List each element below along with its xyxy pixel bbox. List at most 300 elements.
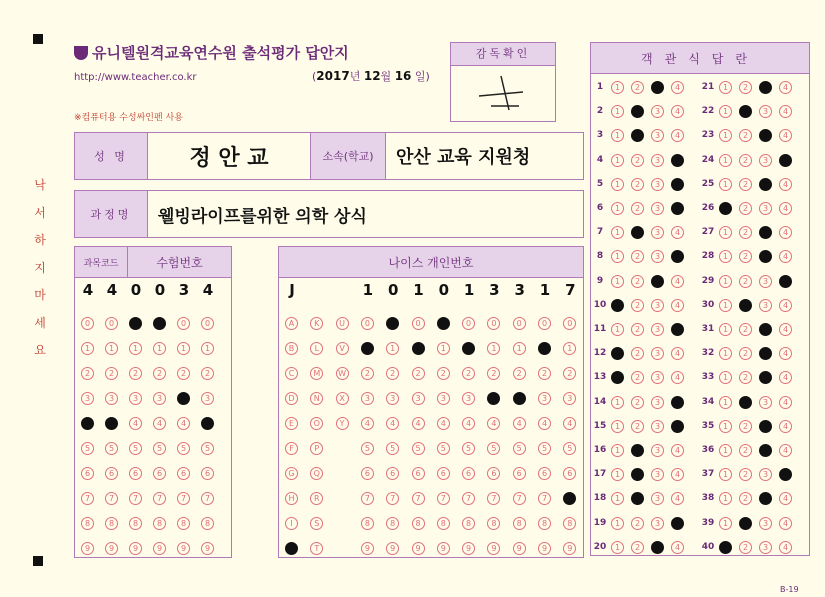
answer-bubble[interactable]: 2: [739, 396, 752, 409]
neis-digit-bubble[interactable]: 6: [563, 467, 576, 480]
answer-bubble[interactable]: 1: [719, 250, 732, 263]
exam-bubble[interactable]: 8: [129, 517, 142, 530]
neis-letter-bubble[interactable]: N: [310, 392, 323, 405]
answer-bubble[interactable]: 1: [611, 396, 624, 409]
neis-digit-bubble[interactable]: 1: [412, 342, 425, 355]
answer-bubble[interactable]: 3: [759, 275, 772, 288]
answer-bubble[interactable]: 1: [719, 468, 732, 481]
answer-bubble[interactable]: 4: [671, 517, 684, 530]
exam-bubble[interactable]: 8: [153, 517, 166, 530]
answer-bubble[interactable]: 3: [759, 541, 772, 554]
neis-digit-bubble[interactable]: 7: [513, 492, 526, 505]
neis-digit-bubble[interactable]: 7: [462, 492, 475, 505]
answer-bubble[interactable]: 3: [651, 81, 664, 94]
neis-digit-bubble[interactable]: 8: [412, 517, 425, 530]
answer-bubble[interactable]: 3: [651, 275, 664, 288]
neis-letter-bubble[interactable]: B: [285, 342, 298, 355]
answer-bubble[interactable]: 1: [719, 541, 732, 554]
exam-bubble[interactable]: 1: [201, 342, 214, 355]
answer-bubble[interactable]: 4: [779, 178, 792, 191]
neis-digit-bubble[interactable]: 6: [386, 467, 399, 480]
neis-digit-bubble[interactable]: 2: [361, 367, 374, 380]
answer-bubble[interactable]: 3: [759, 517, 772, 530]
exam-bubble[interactable]: 6: [129, 467, 142, 480]
neis-digit-bubble[interactable]: 6: [462, 467, 475, 480]
exam-bubble[interactable]: 8: [105, 517, 118, 530]
answer-bubble[interactable]: 3: [651, 299, 664, 312]
answer-bubble[interactable]: 3: [651, 517, 664, 530]
answer-bubble[interactable]: 2: [631, 444, 644, 457]
answer-bubble[interactable]: 3: [651, 420, 664, 433]
answer-bubble[interactable]: 4: [671, 541, 684, 554]
exam-bubble[interactable]: 0: [105, 317, 118, 330]
answer-bubble[interactable]: 3: [651, 323, 664, 336]
answer-bubble[interactable]: 1: [611, 347, 624, 360]
answer-bubble[interactable]: 4: [671, 444, 684, 457]
neis-digit-bubble[interactable]: 1: [513, 342, 526, 355]
answer-bubble[interactable]: 2: [631, 541, 644, 554]
neis-digit-bubble[interactable]: 0: [563, 317, 576, 330]
answer-bubble[interactable]: 3: [759, 444, 772, 457]
answer-bubble[interactable]: 2: [631, 202, 644, 215]
neis-digit-bubble[interactable]: 9: [462, 542, 475, 555]
answer-bubble[interactable]: 1: [719, 396, 732, 409]
neis-digit-bubble[interactable]: 8: [563, 517, 576, 530]
answer-bubble[interactable]: 2: [739, 129, 752, 142]
neis-digit-bubble[interactable]: 4: [487, 417, 500, 430]
exam-bubble[interactable]: 9: [105, 542, 118, 555]
neis-digit-bubble[interactable]: 4: [513, 417, 526, 430]
answer-bubble[interactable]: 4: [779, 129, 792, 142]
neis-digit-bubble[interactable]: 5: [563, 442, 576, 455]
answer-bubble[interactable]: 4: [779, 517, 792, 530]
answer-bubble[interactable]: 1: [719, 420, 732, 433]
answer-bubble[interactable]: 2: [631, 299, 644, 312]
answer-bubble[interactable]: 4: [671, 250, 684, 263]
exam-bubble[interactable]: 7: [105, 492, 118, 505]
exam-bubble[interactable]: 8: [177, 517, 190, 530]
answer-bubble[interactable]: 1: [611, 226, 624, 239]
answer-bubble[interactable]: 2: [631, 154, 644, 167]
answer-bubble[interactable]: 1: [611, 81, 624, 94]
neis-digit-bubble[interactable]: 2: [386, 367, 399, 380]
exam-bubble[interactable]: 2: [81, 367, 94, 380]
neis-digit-bubble[interactable]: 5: [487, 442, 500, 455]
answer-bubble[interactable]: 2: [739, 492, 752, 505]
answer-bubble[interactable]: 1: [611, 323, 624, 336]
answer-bubble[interactable]: 2: [739, 444, 752, 457]
neis-letter-bubble[interactable]: C: [285, 367, 298, 380]
answer-bubble[interactable]: 4: [779, 299, 792, 312]
neis-digit-bubble[interactable]: 6: [487, 467, 500, 480]
answer-bubble[interactable]: 3: [759, 81, 772, 94]
answer-bubble[interactable]: 4: [671, 347, 684, 360]
neis-digit-bubble[interactable]: 0: [513, 317, 526, 330]
neis-letter-bubble[interactable]: F: [285, 442, 298, 455]
exam-bubble[interactable]: 6: [105, 467, 118, 480]
answer-bubble[interactable]: 2: [739, 226, 752, 239]
neis-digit-bubble[interactable]: 1: [361, 342, 374, 355]
neis-digit-bubble[interactable]: 0: [462, 317, 475, 330]
answer-bubble[interactable]: 3: [759, 250, 772, 263]
exam-bubble[interactable]: 3: [153, 392, 166, 405]
answer-bubble[interactable]: 1: [611, 371, 624, 384]
exam-bubble[interactable]: 7: [153, 492, 166, 505]
neis-digit-bubble[interactable]: 0: [386, 317, 399, 330]
answer-bubble[interactable]: 3: [759, 371, 772, 384]
exam-bubble[interactable]: 4: [201, 417, 214, 430]
answer-bubble[interactable]: 2: [739, 468, 752, 481]
answer-bubble[interactable]: 3: [651, 154, 664, 167]
neis-digit-bubble[interactable]: 7: [538, 492, 551, 505]
neis-letter-bubble[interactable]: R: [310, 492, 323, 505]
neis-digit-bubble[interactable]: 3: [412, 392, 425, 405]
neis-digit-bubble[interactable]: 8: [487, 517, 500, 530]
answer-bubble[interactable]: 3: [651, 250, 664, 263]
neis-digit-bubble[interactable]: 9: [386, 542, 399, 555]
exam-bubble[interactable]: 9: [201, 542, 214, 555]
exam-bubble[interactable]: 2: [201, 367, 214, 380]
answer-bubble[interactable]: 2: [631, 371, 644, 384]
neis-digit-bubble[interactable]: 0: [361, 317, 374, 330]
neis-digit-bubble[interactable]: 2: [563, 367, 576, 380]
neis-digit-bubble[interactable]: 8: [538, 517, 551, 530]
neis-digit-bubble[interactable]: 1: [386, 342, 399, 355]
answer-bubble[interactable]: 4: [671, 396, 684, 409]
answer-bubble[interactable]: 4: [671, 129, 684, 142]
answer-bubble[interactable]: 1: [611, 420, 624, 433]
neis-digit-bubble[interactable]: 3: [462, 392, 475, 405]
neis-digit-bubble[interactable]: 6: [412, 467, 425, 480]
answer-bubble[interactable]: 3: [759, 347, 772, 360]
answer-bubble[interactable]: 3: [651, 492, 664, 505]
neis-digit-bubble[interactable]: 1: [538, 342, 551, 355]
answer-bubble[interactable]: 2: [739, 371, 752, 384]
answer-bubble[interactable]: 3: [651, 226, 664, 239]
answer-bubble[interactable]: 4: [779, 396, 792, 409]
neis-letter-bubble[interactable]: T: [310, 542, 323, 555]
neis-letter-bubble[interactable]: V: [336, 342, 349, 355]
answer-bubble[interactable]: 1: [719, 371, 732, 384]
neis-letter-bubble[interactable]: S: [310, 517, 323, 530]
exam-bubble[interactable]: 5: [201, 442, 214, 455]
answer-bubble[interactable]: 2: [739, 275, 752, 288]
answer-bubble[interactable]: 3: [759, 105, 772, 118]
exam-bubble[interactable]: 3: [177, 392, 190, 405]
answer-bubble[interactable]: 4: [671, 371, 684, 384]
neis-digit-bubble[interactable]: 8: [462, 517, 475, 530]
answer-bubble[interactable]: 4: [779, 323, 792, 336]
answer-bubble[interactable]: 4: [779, 468, 792, 481]
neis-letter-bubble[interactable]: G: [285, 467, 298, 480]
answer-bubble[interactable]: 4: [671, 105, 684, 118]
exam-bubble[interactable]: 3: [81, 392, 94, 405]
exam-bubble[interactable]: 0: [153, 317, 166, 330]
neis-letter-bubble[interactable]: Y: [336, 417, 349, 430]
answer-bubble[interactable]: 1: [611, 154, 624, 167]
exam-bubble[interactable]: 1: [129, 342, 142, 355]
neis-digit-bubble[interactable]: 7: [361, 492, 374, 505]
neis-digit-bubble[interactable]: 2: [538, 367, 551, 380]
answer-bubble[interactable]: 1: [719, 105, 732, 118]
answer-bubble[interactable]: 1: [719, 202, 732, 215]
exam-bubble[interactable]: 7: [129, 492, 142, 505]
exam-bubble[interactable]: 1: [153, 342, 166, 355]
answer-bubble[interactable]: 4: [779, 347, 792, 360]
answer-bubble[interactable]: 1: [719, 492, 732, 505]
neis-digit-bubble[interactable]: 0: [538, 317, 551, 330]
exam-bubble[interactable]: 2: [177, 367, 190, 380]
answer-bubble[interactable]: 4: [671, 420, 684, 433]
answer-bubble[interactable]: 2: [631, 105, 644, 118]
answer-bubble[interactable]: 1: [719, 444, 732, 457]
neis-digit-bubble[interactable]: 2: [513, 367, 526, 380]
neis-digit-bubble[interactable]: 3: [437, 392, 450, 405]
answer-bubble[interactable]: 1: [611, 105, 624, 118]
neis-letter-bubble[interactable]: E: [285, 417, 298, 430]
exam-bubble[interactable]: 4: [81, 417, 94, 430]
answer-bubble[interactable]: 2: [739, 81, 752, 94]
answer-bubble[interactable]: 2: [739, 420, 752, 433]
answer-bubble[interactable]: 4: [779, 420, 792, 433]
answer-bubble[interactable]: 1: [611, 517, 624, 530]
neis-letter-bubble[interactable]: X: [336, 392, 349, 405]
neis-digit-bubble[interactable]: 3: [361, 392, 374, 405]
neis-digit-bubble[interactable]: 3: [386, 392, 399, 405]
exam-bubble[interactable]: 5: [129, 442, 142, 455]
answer-bubble[interactable]: 4: [779, 105, 792, 118]
answer-bubble[interactable]: 4: [671, 275, 684, 288]
exam-bubble[interactable]: 4: [129, 417, 142, 430]
neis-digit-bubble[interactable]: 8: [361, 517, 374, 530]
neis-digit-bubble[interactable]: 7: [437, 492, 450, 505]
answer-bubble[interactable]: 3: [759, 299, 772, 312]
answer-bubble[interactable]: 1: [719, 154, 732, 167]
neis-digit-bubble[interactable]: 9: [563, 542, 576, 555]
answer-bubble[interactable]: 3: [759, 178, 772, 191]
neis-digit-bubble[interactable]: 9: [513, 542, 526, 555]
answer-bubble[interactable]: 3: [651, 347, 664, 360]
answer-bubble[interactable]: 1: [611, 468, 624, 481]
answer-bubble[interactable]: 3: [651, 541, 664, 554]
neis-letter-bubble[interactable]: L: [310, 342, 323, 355]
answer-bubble[interactable]: 4: [779, 202, 792, 215]
answer-bubble[interactable]: 2: [631, 347, 644, 360]
answer-bubble[interactable]: 3: [651, 202, 664, 215]
answer-bubble[interactable]: 4: [671, 226, 684, 239]
exam-bubble[interactable]: 6: [201, 467, 214, 480]
neis-digit-bubble[interactable]: 7: [412, 492, 425, 505]
neis-digit-bubble[interactable]: 5: [386, 442, 399, 455]
answer-bubble[interactable]: 2: [631, 275, 644, 288]
answer-bubble[interactable]: 3: [651, 178, 664, 191]
exam-bubble[interactable]: 1: [177, 342, 190, 355]
answer-bubble[interactable]: 3: [651, 371, 664, 384]
neis-digit-bubble[interactable]: 2: [487, 367, 500, 380]
neis-digit-bubble[interactable]: 4: [538, 417, 551, 430]
neis-digit-bubble[interactable]: 4: [563, 417, 576, 430]
answer-bubble[interactable]: 2: [739, 541, 752, 554]
exam-bubble[interactable]: 0: [201, 317, 214, 330]
neis-digit-bubble[interactable]: 3: [487, 392, 500, 405]
neis-digit-bubble[interactable]: 4: [361, 417, 374, 430]
neis-digit-bubble[interactable]: 9: [361, 542, 374, 555]
neis-digit-bubble[interactable]: 0: [487, 317, 500, 330]
exam-bubble[interactable]: 0: [177, 317, 190, 330]
exam-bubble[interactable]: 2: [153, 367, 166, 380]
answer-bubble[interactable]: 4: [779, 250, 792, 263]
exam-bubble[interactable]: 8: [81, 517, 94, 530]
answer-bubble[interactable]: 1: [611, 275, 624, 288]
answer-bubble[interactable]: 4: [779, 275, 792, 288]
neis-digit-bubble[interactable]: 5: [462, 442, 475, 455]
neis-digit-bubble[interactable]: 5: [437, 442, 450, 455]
answer-bubble[interactable]: 1: [719, 129, 732, 142]
neis-digit-bubble[interactable]: 1: [437, 342, 450, 355]
answer-bubble[interactable]: 4: [779, 154, 792, 167]
answer-bubble[interactable]: 4: [671, 323, 684, 336]
answer-bubble[interactable]: 4: [671, 81, 684, 94]
answer-bubble[interactable]: 3: [651, 105, 664, 118]
neis-digit-bubble[interactable]: 2: [412, 367, 425, 380]
exam-bubble[interactable]: 6: [153, 467, 166, 480]
answer-bubble[interactable]: 3: [759, 154, 772, 167]
answer-bubble[interactable]: 1: [611, 444, 624, 457]
answer-bubble[interactable]: 2: [739, 178, 752, 191]
answer-bubble[interactable]: 4: [671, 468, 684, 481]
neis-digit-bubble[interactable]: 7: [563, 492, 576, 505]
neis-digit-bubble[interactable]: 8: [513, 517, 526, 530]
answer-bubble[interactable]: 3: [759, 468, 772, 481]
answer-bubble[interactable]: 2: [739, 347, 752, 360]
answer-bubble[interactable]: 3: [759, 420, 772, 433]
answer-bubble[interactable]: 2: [631, 323, 644, 336]
neis-digit-bubble[interactable]: 7: [386, 492, 399, 505]
answer-bubble[interactable]: 4: [779, 492, 792, 505]
answer-bubble[interactable]: 2: [739, 323, 752, 336]
neis-digit-bubble[interactable]: 4: [386, 417, 399, 430]
neis-letter-bubble[interactable]: P: [310, 442, 323, 455]
exam-bubble[interactable]: 4: [177, 417, 190, 430]
neis-digit-bubble[interactable]: 2: [437, 367, 450, 380]
answer-bubble[interactable]: 3: [651, 444, 664, 457]
neis-letter-bubble[interactable]: J: [285, 542, 298, 555]
neis-letter-bubble[interactable]: U: [336, 317, 349, 330]
neis-digit-bubble[interactable]: 5: [361, 442, 374, 455]
answer-bubble[interactable]: 2: [739, 154, 752, 167]
answer-bubble[interactable]: 1: [611, 299, 624, 312]
exam-bubble[interactable]: 3: [129, 392, 142, 405]
neis-digit-bubble[interactable]: 5: [513, 442, 526, 455]
answer-bubble[interactable]: 4: [671, 202, 684, 215]
neis-digit-bubble[interactable]: 9: [437, 542, 450, 555]
exam-bubble[interactable]: 4: [105, 417, 118, 430]
exam-bubble[interactable]: 9: [177, 542, 190, 555]
answer-bubble[interactable]: 2: [631, 81, 644, 94]
neis-letter-bubble[interactable]: I: [285, 517, 298, 530]
neis-digit-bubble[interactable]: 4: [437, 417, 450, 430]
answer-bubble[interactable]: 1: [719, 517, 732, 530]
neis-digit-bubble[interactable]: 4: [412, 417, 425, 430]
answer-bubble[interactable]: 2: [631, 178, 644, 191]
neis-digit-bubble[interactable]: 1: [563, 342, 576, 355]
answer-bubble[interactable]: 2: [631, 420, 644, 433]
answer-bubble[interactable]: 1: [719, 81, 732, 94]
answer-bubble[interactable]: 4: [671, 178, 684, 191]
exam-bubble[interactable]: 7: [177, 492, 190, 505]
answer-bubble[interactable]: 2: [631, 396, 644, 409]
neis-digit-bubble[interactable]: 9: [412, 542, 425, 555]
answer-bubble[interactable]: 3: [759, 129, 772, 142]
exam-bubble[interactable]: 5: [81, 442, 94, 455]
exam-bubble[interactable]: 2: [105, 367, 118, 380]
neis-digit-bubble[interactable]: 1: [462, 342, 475, 355]
answer-bubble[interactable]: 2: [631, 468, 644, 481]
exam-bubble[interactable]: 4: [153, 417, 166, 430]
answer-bubble[interactable]: 4: [671, 299, 684, 312]
neis-digit-bubble[interactable]: 7: [487, 492, 500, 505]
answer-bubble[interactable]: 3: [759, 202, 772, 215]
answer-bubble[interactable]: 4: [779, 226, 792, 239]
answer-bubble[interactable]: 1: [719, 226, 732, 239]
answer-bubble[interactable]: 1: [719, 323, 732, 336]
answer-bubble[interactable]: 3: [651, 396, 664, 409]
neis-digit-bubble[interactable]: 8: [437, 517, 450, 530]
exam-bubble[interactable]: 7: [81, 492, 94, 505]
neis-digit-bubble[interactable]: 8: [386, 517, 399, 530]
neis-digit-bubble[interactable]: 6: [437, 467, 450, 480]
neis-letter-bubble[interactable]: H: [285, 492, 298, 505]
exam-bubble[interactable]: 5: [105, 442, 118, 455]
neis-digit-bubble[interactable]: 6: [361, 467, 374, 480]
exam-bubble[interactable]: 5: [177, 442, 190, 455]
neis-digit-bubble[interactable]: 4: [462, 417, 475, 430]
answer-bubble[interactable]: 2: [739, 299, 752, 312]
neis-digit-bubble[interactable]: 3: [538, 392, 551, 405]
answer-bubble[interactable]: 2: [631, 129, 644, 142]
neis-digit-bubble[interactable]: 3: [563, 392, 576, 405]
neis-digit-bubble[interactable]: 9: [538, 542, 551, 555]
answer-bubble[interactable]: 1: [719, 275, 732, 288]
answer-bubble[interactable]: 2: [631, 250, 644, 263]
exam-bubble[interactable]: 1: [105, 342, 118, 355]
exam-bubble[interactable]: 5: [153, 442, 166, 455]
answer-bubble[interactable]: 3: [759, 492, 772, 505]
answer-bubble[interactable]: 4: [779, 444, 792, 457]
answer-bubble[interactable]: 1: [719, 178, 732, 191]
neis-digit-bubble[interactable]: 5: [412, 442, 425, 455]
answer-bubble[interactable]: 1: [719, 299, 732, 312]
neis-letter-bubble[interactable]: O: [310, 417, 323, 430]
exam-bubble[interactable]: 9: [153, 542, 166, 555]
neis-letter-bubble[interactable]: A: [285, 317, 298, 330]
neis-letter-bubble[interactable]: K: [310, 317, 323, 330]
answer-bubble[interactable]: 2: [631, 226, 644, 239]
answer-bubble[interactable]: 1: [611, 178, 624, 191]
exam-bubble[interactable]: 8: [201, 517, 214, 530]
neis-digit-bubble[interactable]: 5: [538, 442, 551, 455]
exam-bubble[interactable]: 6: [177, 467, 190, 480]
neis-digit-bubble[interactable]: 6: [513, 467, 526, 480]
exam-bubble[interactable]: 9: [129, 542, 142, 555]
answer-bubble[interactable]: 2: [739, 250, 752, 263]
answer-bubble[interactable]: 2: [739, 202, 752, 215]
neis-digit-bubble[interactable]: 6: [538, 467, 551, 480]
exam-bubble[interactable]: 1: [81, 342, 94, 355]
neis-digit-bubble[interactable]: 1: [487, 342, 500, 355]
answer-bubble[interactable]: 4: [671, 492, 684, 505]
answer-bubble[interactable]: 2: [739, 517, 752, 530]
